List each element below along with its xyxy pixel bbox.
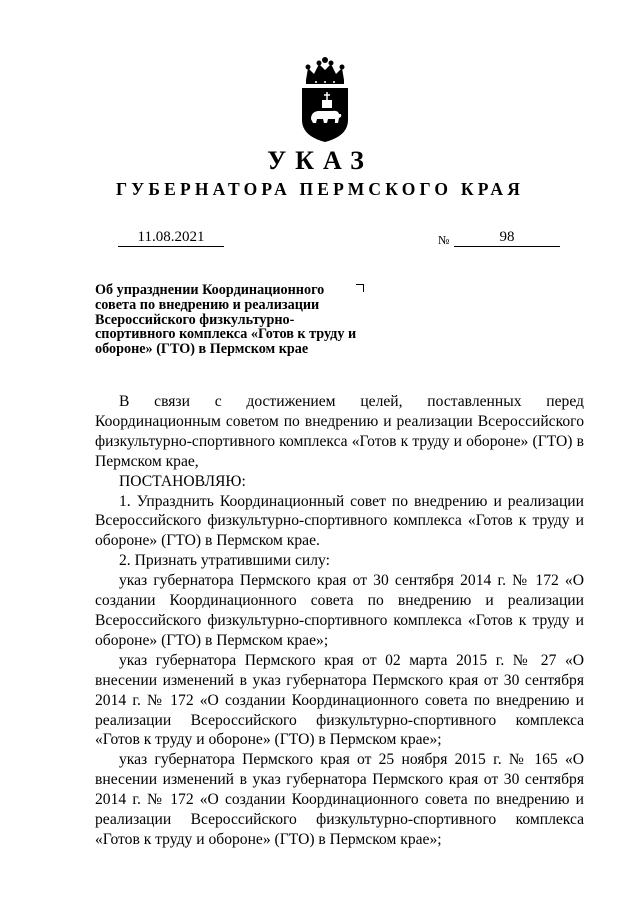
decree-1-paragraph: указ губернатора Пермского края от 30 сентября 2014 г. № 172 «О создании Координационного совета по внедрению и реализации Всероссийского физкультурно-спортивного комплекса «Готов к труду и обороне» (ГТО) в Пермском крае»; — [95, 572, 584, 649]
decree-date: 11.08.2021 — [118, 228, 224, 247]
document-title: УКАЗ — [267, 146, 373, 175]
document-subtitle: ГУБЕРНАТОРА ПЕРМСКОГО КРАЯ — [115, 179, 525, 199]
number-sign: № — [438, 233, 450, 247]
coat-of-arms-icon — [298, 56, 352, 142]
subject-bracket-mark — [356, 284, 364, 292]
intro-rest: Координационным советом по внедрению и реализации Всероссийского физкультурно-спортивного комплекса «Готов к труду и обороне» (ГТО) в Пермском крае, — [95, 412, 584, 470]
document-body — [95, 392, 584, 850]
decree-2-paragraph: указ губернатора Пермского края от 02 марта 2015 г. № 27 «О внесении изменений в указ губернатора Пермского края от 30 сентября 2014 г. № 172 «О создании Координационного совета по внедрению и реализации Всероссийского физкультурно-спортивного комплекса «Готов к труду и обороне» (ГТО) в Пермском крае»; — [95, 651, 584, 749]
decree-3-paragraph: указ губернатора Пермского края от 25 ноября 2015 г. № 165 «О внесении изменений в указ губернатора Пермского края от 30 сентября 2014 г. № 172 «О создании Координационного совета по внедрению и реализации Всероссийского физкультурно-спортивного комплекса «Готов к труду и обороне» (ГТО) в Пермском крае»; — [95, 751, 584, 848]
item-1-paragraph: 1. Упразднить Координационный совет по внедрению и реализации Всероссийского физкультурно-спортивного комплекса «Готов к труду и обороне» (ГТО) в Пермском крае. — [95, 492, 584, 550]
decree-subject: Об упразднении Координационного совета по внедрению и реализации Всероссийского физкультурно-спортивного комплекса «Готов к труду и обороне» (ГТО) в Пермском крае — [95, 282, 357, 358]
item-2-paragraph: 2. Признать утратившими силу: — [119, 552, 330, 570]
intro-paragraph — [95, 392, 584, 472]
resolve-paragraph: ПОСТАНОВЛЯЮ: — [119, 472, 246, 490]
decree-number: 98 — [454, 228, 560, 247]
intro-lead: В связи с достижением целей, поставленных перед — [119, 393, 584, 410]
